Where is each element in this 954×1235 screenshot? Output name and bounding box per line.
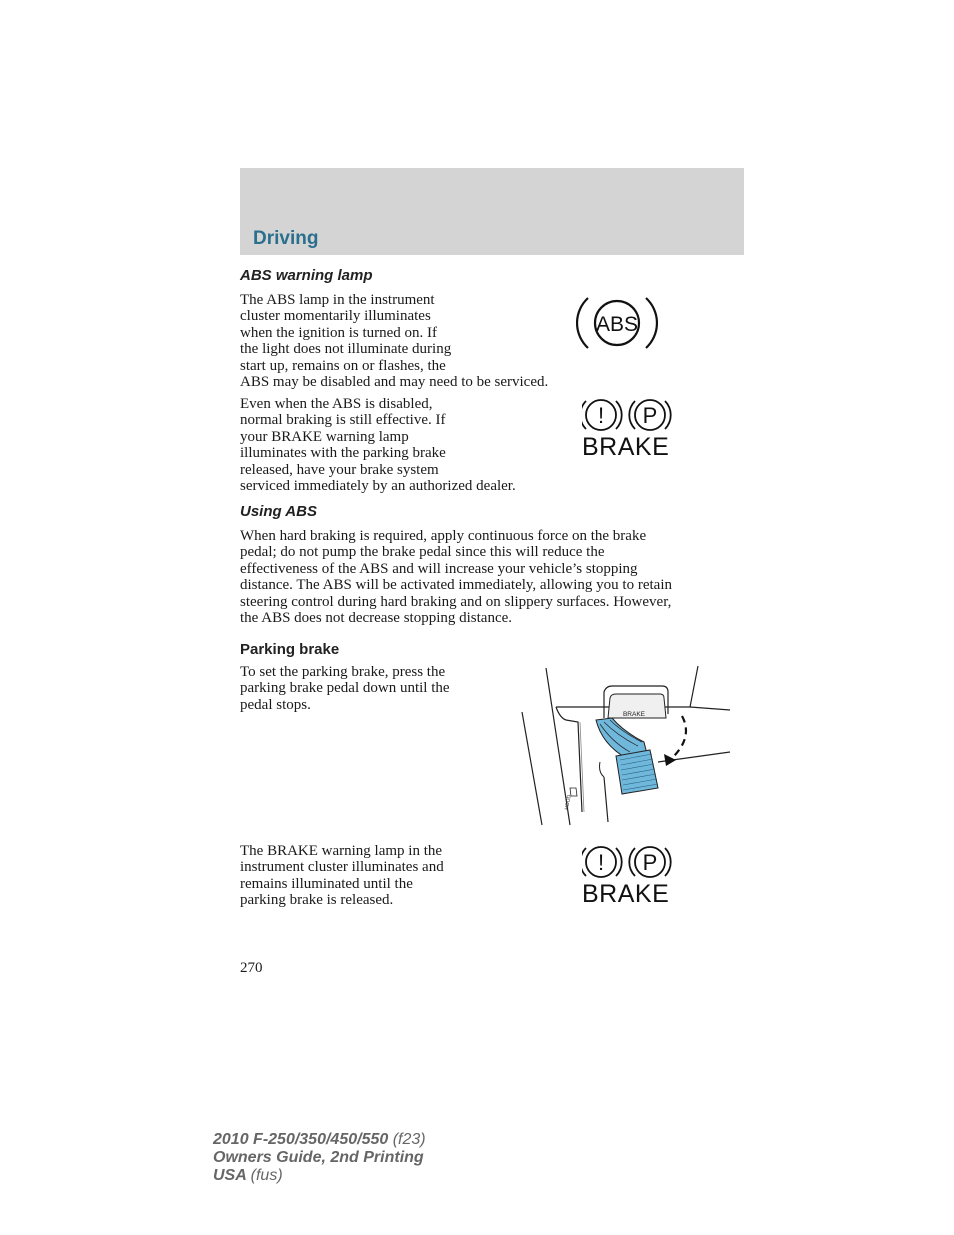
footer-line-2: Owners Guide, 2nd Printing bbox=[213, 1149, 424, 1166]
footer-model-code: (f23) bbox=[392, 1131, 426, 1148]
abs-paragraph-1: The ABS lamp in the instrument cluster momentarily illuminates when the ignition is turned on. If the light does not illuminate during start up, remains on or flashes, the ABS may be disabled and may need to be serviced. bbox=[240, 292, 549, 391]
exclaim-icon-2: ! bbox=[597, 850, 605, 875]
abs-icon-text: ABS bbox=[595, 313, 639, 336]
arrow-head-icon bbox=[664, 754, 676, 766]
parking-brake-heading: Parking brake bbox=[240, 641, 340, 658]
footer-line-3 bbox=[213, 1167, 426, 1185]
parking-brake-paragraph-2: The BRAKE warning lamp in the instrument cluster illuminates and remains illuminated until the parking brake is released. bbox=[240, 843, 444, 909]
abs-paragraph-2: Even when the ABS is disabled, normal braking is still effective. If your BRAKE warning lamp illuminates with the parking brake released, have your brake system serviced immediately by an authorized dealer. bbox=[240, 396, 516, 495]
page-number: 270 bbox=[240, 960, 263, 976]
brake-icon-label-2: BRAKE bbox=[582, 880, 670, 908]
using-abs-heading: Using ABS bbox=[240, 503, 317, 520]
using-abs-paragraph: When hard braking is required, apply continuous force on the brake pedal; do not pump the brake pedal since this will reduce the effectiveness of the ABS and will increase your vehicle’s stopping distance. The ABS will be activated immediately, allowing you to retain steering control during hard braking and on slippery surfaces. However, the ABS does not decrease stopping distance. bbox=[240, 528, 672, 627]
hood-release-label: HOOD bbox=[564, 794, 573, 811]
p-icon-2: P bbox=[642, 850, 658, 875]
brake-warning-icon bbox=[582, 397, 674, 435]
section-title: Driving bbox=[253, 228, 319, 249]
parking-brake-paragraph-1: To set the parking brake, press the parking brake pedal down until the pedal stops. bbox=[240, 664, 450, 713]
parking-brake-pedal-illustration bbox=[520, 662, 734, 830]
footer-region: USA bbox=[213, 1167, 247, 1184]
brake-warning-icon-2 bbox=[582, 844, 674, 882]
p-icon: P bbox=[642, 403, 658, 428]
footer-region-code: (fus) bbox=[250, 1167, 283, 1184]
footer-model: 2010 F-250/350/450/550 bbox=[213, 1131, 389, 1148]
brake-icon-label: BRAKE bbox=[582, 433, 670, 461]
footer-line-1 bbox=[213, 1131, 426, 1149]
exclaim-icon: ! bbox=[597, 403, 605, 428]
abs-warning-heading: ABS warning lamp bbox=[240, 267, 373, 284]
illustration-brake-label: BRAKE bbox=[622, 711, 646, 718]
footer bbox=[213, 1131, 426, 1185]
abs-warning-icon bbox=[576, 292, 658, 356]
